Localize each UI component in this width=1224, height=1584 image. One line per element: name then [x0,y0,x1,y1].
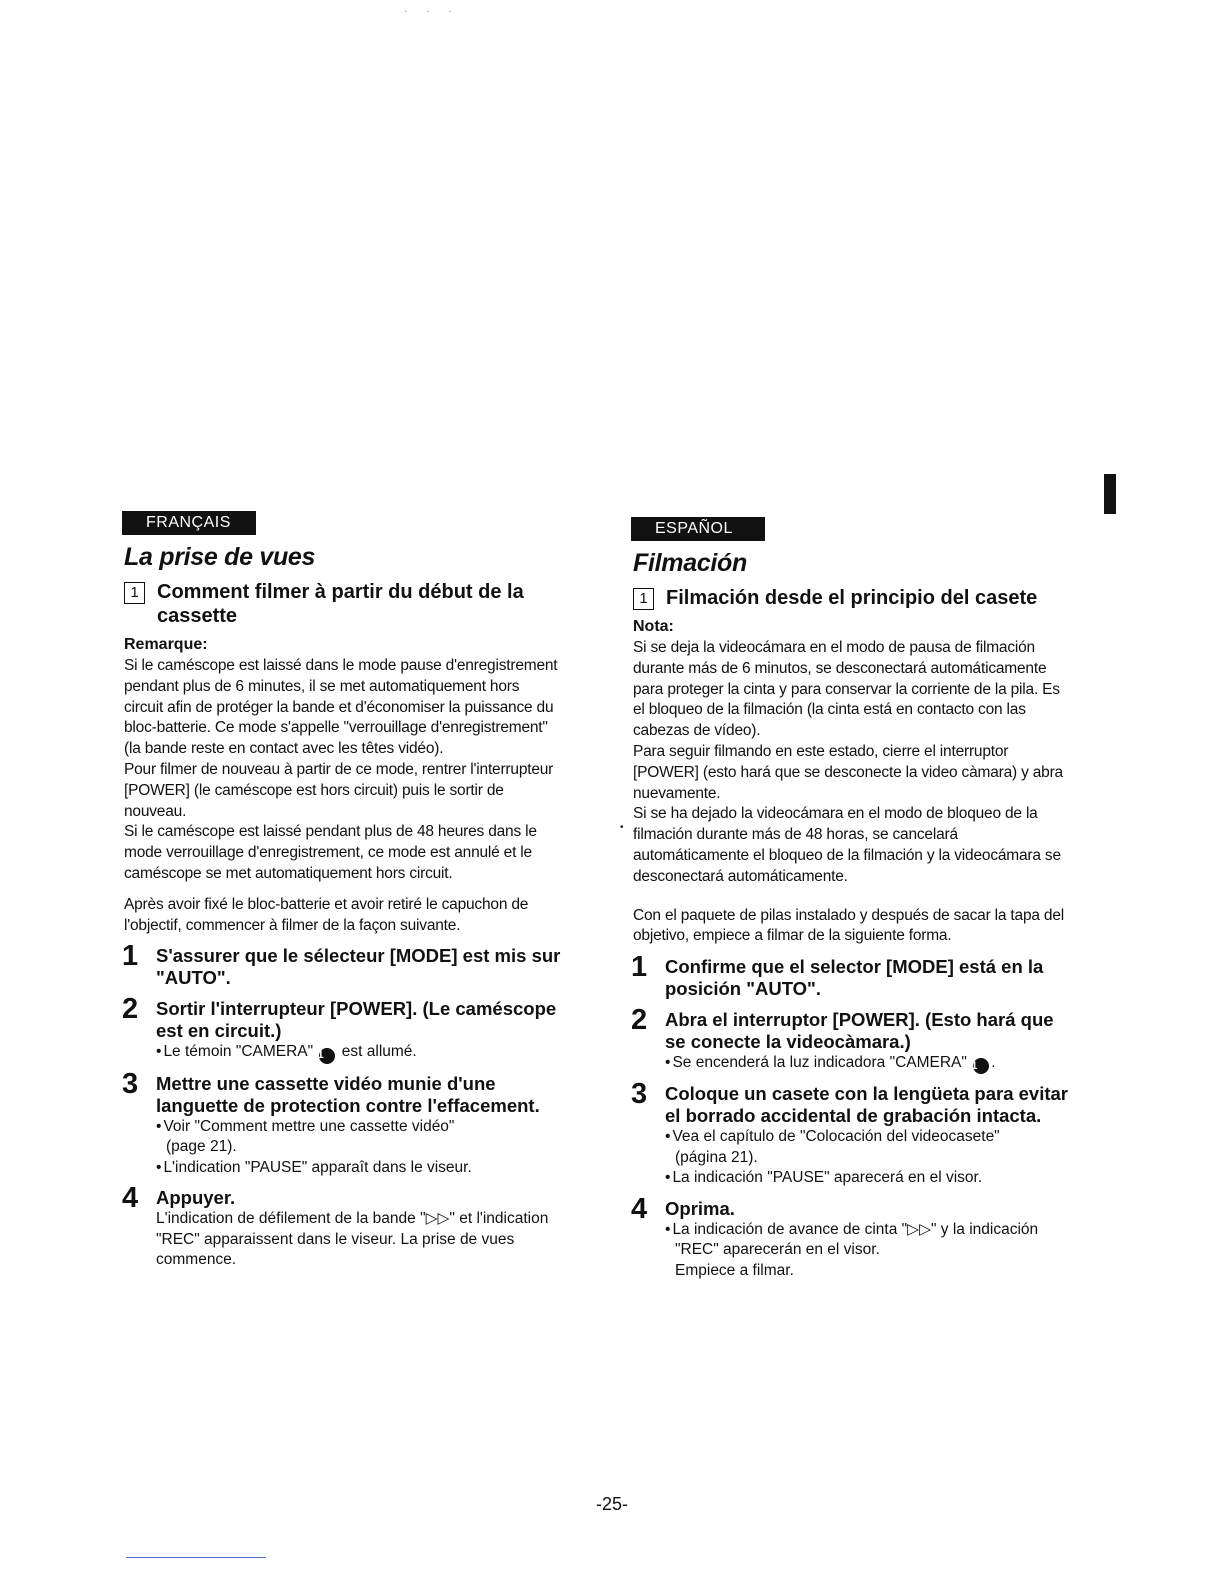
step-number: 4 [122,1182,139,1215]
step-title: Confirme que el selector [MODE] está en la posición "AUTO". [665,956,1044,1000]
step-1-fr [122,942,562,989]
footer-rule [126,1557,266,1558]
scan-artifact: · · · [404,6,460,17]
step-number: 2 [631,1004,648,1037]
step-3-es [631,1080,1071,1189]
step-text: L'indication de défilement de la bande "▷▷" et l'indication "REC" apparaissent dans le viseur. La prise de vues commence. [156,1210,549,1269]
note-text-fr: Si le caméscope est laissé dans le mode pause d'enregistrement pendant plus de 6 minutes, il se met automatiquement hors circuit afin de protéger la bande et d'économiser la puissance du bloc-batterie. Ce mode s'appelle "verrouillage d'enregistrement" (la bande reste en contact avec les têtes vidéo). Pour filmer de nouveau à partir de ce mode, rentrer l'interrupteur [POWER] (le caméscope est hors circuit) puis le sortir de nouveau. Si le caméscope est laissé pendant plus de 48 heures dans le mode verrouillage d'enregistrement, ce mode est annulé et le caméscope se met automatiquement hors circuit. [124,657,558,882]
page-number: -25- [595,1494,628,1514]
step-2-fr [122,995,562,1063]
intro-text-fr: Après avoir fixé le bloc-batterie et avoir retiré le capuchon de l'objectif, commencer à filmer de la façon suivante. [124,895,529,934]
step-bullet: • Se encenderá la luz indicadora "CAMERA" 1 . [665,1053,1071,1074]
column-francais [122,511,562,1271]
note-label-es: Nota: [633,618,674,635]
boxed-number-fr: 1 [124,582,145,604]
note-label-fr: Remarque: [124,636,208,653]
step-title: Abra el interruptor [POWER]. (Esto hará que se conecte la videocàmara.) [665,1009,1054,1053]
step-number: 1 [631,951,648,984]
step-2-es [631,1006,1071,1074]
step-title: Mettre une cassette vidéo munie d'une languette de protection contre l'effacement. [156,1072,540,1116]
intro-text-es: Con el paquete de pilas instalado y después de sacar la tapa del objetivo, empiece a filmar de la siguiente forma. [633,906,1064,945]
section-title-fr: La prise de vues [124,543,316,571]
note-text-es: Si se deja la videocámara en el modo de pausa de filmación durante más de 6 minutos, se desconectará automáticamente para proteger la cinta y para conservar la corriente de la pila. Es el bloqueo de la filmación (la cinta está en contacto con las cabezas de vídeo). Para seguir filmando en este estado, cierre el interruptor [POWER] (esto hará que se desconecte la video càmara) y abra nuevamente. Si se ha dejado la videocámara en el modo de bloqueo de la filmación durante más de 48 horas, se cancelará automáticamente el bloqueo de la filmación y la videocámara se desconectará automáticamente. [633,639,1063,885]
step-title: Coloque un casete con la lengüeta para evitar el borrado accidental de grabación intacta. [665,1083,1069,1127]
sub-heading-fr [124,580,562,628]
step-bullet: • Le témoin "CAMERA" 1 est allumé. [156,1042,562,1063]
step-number: 3 [122,1067,139,1100]
circled-number-icon: 1 [973,1058,989,1074]
step-bullet: • Vea el capítulo de "Colocación del videocasete" (página 21). [665,1127,1071,1168]
scan-artifact-dot: • [620,822,624,833]
step-title: Sortir l'interrupteur [POWER]. (Le caméscope est en circuit.) [156,998,557,1042]
step-title: Appuyer. [156,1187,236,1209]
step-1-es [631,953,1071,1000]
step-3-fr [122,1067,562,1179]
step-bullet: • L'indication "PAUSE" apparaît dans le viseur. [156,1158,562,1179]
step-number: 4 [631,1192,648,1225]
step-bullet: • La indicación de avance de cinta "▷▷" y la indicación "REC" aparecerán en el visor. Empiece a filmar. [665,1220,1071,1282]
sub-heading-text-fr: Comment filmer à partir du début de la cassette [157,581,524,627]
margin-tab-marker [1104,474,1116,514]
step-title: S'assurer que le sélecteur [MODE] est mis sur "AUTO". [156,945,561,989]
sub-heading-es [633,586,1071,610]
step-number: 1 [122,940,139,973]
sub-heading-text-es: Filmación desde el principio del casete [666,587,1038,609]
language-badge-francais: FRANÇAIS [122,511,256,535]
step-bullet: • Voir "Comment mettre une cassette vidéo" (page 21). [156,1117,562,1158]
language-badge-espanol: ESPAÑOL [631,517,765,541]
step-title: Oprima. [665,1197,735,1219]
section-title-es: Filmación [633,549,747,577]
step-number: 2 [122,993,139,1026]
boxed-number-es: 1 [633,588,654,610]
circled-number-icon: 1 [319,1048,335,1064]
column-espanol [631,517,1071,1281]
step-4-fr [122,1184,562,1271]
step-4-es [631,1192,1071,1282]
step-bullet: • La indicación "PAUSE" aparecerá en el visor. [665,1168,1071,1189]
step-number: 3 [631,1078,648,1111]
